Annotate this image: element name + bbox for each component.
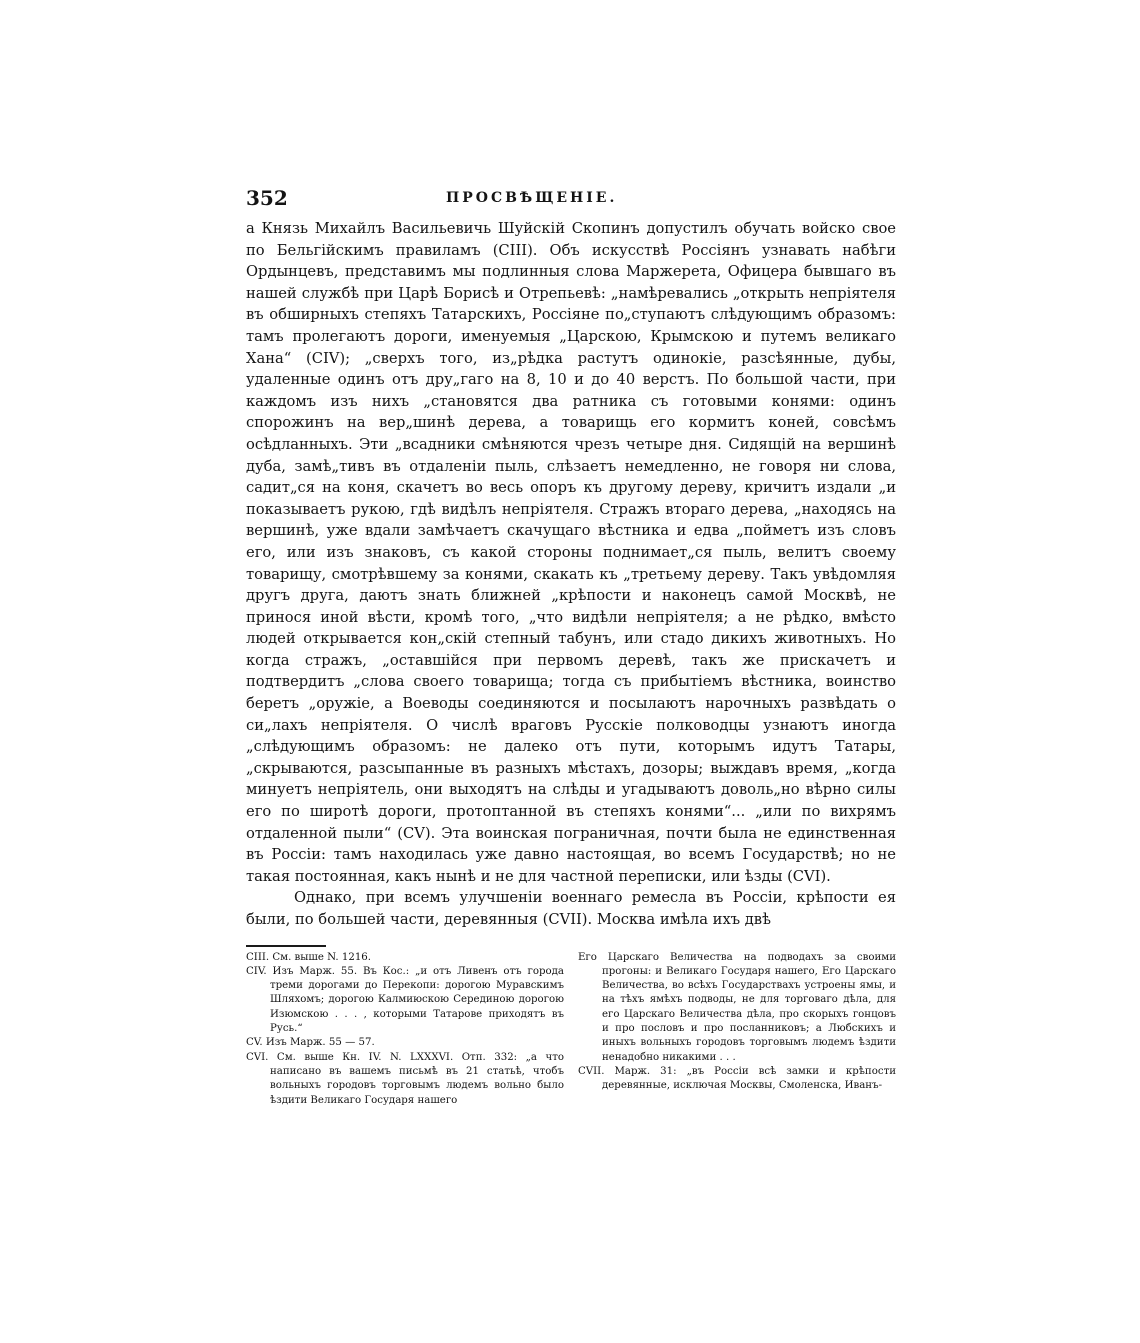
- footnote: CV. Изъ Марж. 55 — 57.: [246, 1037, 375, 1049]
- main-text: [246, 218, 896, 931]
- footnote-continuation: Его Царскаго Величества на подводахъ за своими прогоны: и Великаго Государя нашего, Его Царскаго Величества, во всѣхъ Государствахъ устроены ямы, и на тѣхъ ямѣхъ подводы, не для торговаго дѣла, для его Царскаго Величества дѣла, про скорыхъ гонцовъ и про пословъ и про посланниковъ; а Любскихъ и иныхъ вольныхъ городовъ торговымъ людемъ ѣздити ненадобно никакими . . .: [578, 951, 896, 1063]
- footnote-divider: [246, 945, 326, 947]
- book-page: [246, 186, 896, 1186]
- paragraph: а Князь Михайлъ Васильевичь Шуйскій Скопинъ допустилъ обучать войско свое по Бельгійскимъ правиламъ (CIII). Объ искусствѣ Россіянъ узнавать набѣги Ордынцевъ, представимъ мы подлинныя слова Маржерета, Офицера бывшаго въ нашей службѣ при Царѣ Борисѣ и Отрепьевѣ: „намѣревались „открыть непріятеля въ обширныхъ степяхъ Татарскихъ, Россіяне по„ступаютъ слѣдующимъ образомъ: тамъ пролегаютъ дороги, именуемыя „Царскою, Крымскою и путемъ великаго Хана“ (CIV); „сверхъ того, из„рѣдка растутъ одинокіе, разсѣянные, дубы, удаленные одинъ отъ дру„гаго на 8, 10 и до 40 верстъ. По большой части, при каждомъ изъ нихъ „становятся два ратника съ готовыми конями: одинъ спорожинъ на вер„шинѣ дерева, а товарищь его кормитъ коней, совсѣмъ осѣдланныхъ. Эти „всадники смѣняются чрезъ четыре дня. Сидящій на вершинѣ дуба, замѣ„тивъ въ отдаленіи пыль, слѣзаетъ немедленно, не говоря ни слова, садит„ся на коня, скачетъ во весь опоръ къ другому дереву, кричитъ издали „и показываетъ рукою, гдѣ видѣлъ непріятеля. Стражъ втораго дерева, „находясь на вершинѣ, уже вдали замѣчаетъ скачущаго вѣстника и едва „пойметъ изъ словъ его, или изъ знаковъ, съ какой стороны поднимает„ся пыль, велитъ своему товарищу, смотрѣвшему за конями, скакать къ „третьему дереву. Такъ увѣдомляя другъ друга, даютъ знать ближней „крѣпости и наконецъ самой Москвѣ, не принося иной вѣсти, кромѣ того, „что видѣли непріятеля; а не рѣдко, вмѣсто людей открывается кон„скій степный табунъ, или стадо дикихъ животныхъ. Но когда стражъ, „оставшійся при первомъ деревѣ, такъ же прискачетъ и подтвердитъ „слова своего товарища; тогда съ прибытіемъ вѣстника, воинство беретъ „оружіе, а Воеводы соединяются и посылаютъ нарочныхъ развѣдать о си„лахъ непріятеля. О числѣ враговъ Русскіе полководцы узнаютъ иногда „слѣдующимъ образомъ: не далеко отъ пути, которымъ идутъ Татары, „скрываются, разсыпанные въ разныхъ мѣстахъ, дозоры; выждавъ время, „когда минуетъ непріятель, они выходятъ на слѣды и угадываютъ доволь„но вѣрно силы его по широтѣ дороги, протоптанной въ степяхъ конями“... „или по вихрямъ отдаленной пыли“ (CV). Эта воинская пограничная, почти была не единственная въ Россіи: тамъ находилась уже давно настоящая, во всемъ Государствѣ; но не такая постоянная, какъ нынѣ и не для частной переписки, или ѣзды (CVI).: [246, 220, 896, 885]
- footnotes-left-column: [246, 951, 564, 1108]
- page-number: 352: [246, 186, 288, 210]
- page-header: [246, 186, 896, 214]
- footnotes: [246, 951, 896, 1108]
- footnote: CIV. Изъ Марж. 55. Въ Кос.: „и отъ Ливенъ отъ города треми дорогами до Перекопи: дорогою Муравскимъ Шляхомъ; дорогою Калмиюскою Серединою дорогою Изюмскою . . . , которыми Татарове приходятъ въ Русь.“: [246, 965, 564, 1035]
- footnotes-right-column: [578, 951, 896, 1108]
- footnote: CVII. Марж. 31: „въ Россіи всѣ замки и крѣпости деревянные, исключая Москвы, Смоленска, Иванъ-: [578, 1065, 896, 1092]
- footnote: CIII. См. выше N. 1216.: [246, 951, 372, 963]
- running-title: ПРОСВѢЩЕНІЕ.: [446, 190, 618, 206]
- footnote: CVI. См. выше Кн. IV. N. LXXXVI. Отп. 332: „а что написано въ вашемъ письмѣ въ 21 статьѣ, чтобъ вольныхъ городовъ торговымъ людемъ вольно было ѣздити Великаго Государя нашего: [246, 1051, 564, 1106]
- paragraph: Однако, при всемъ улучшеніи военнаго ремесла въ Россіи, крѣпости ея были, по большей части, деревянныя (CVII). Москва имѣла ихъ двѣ: [246, 889, 896, 928]
